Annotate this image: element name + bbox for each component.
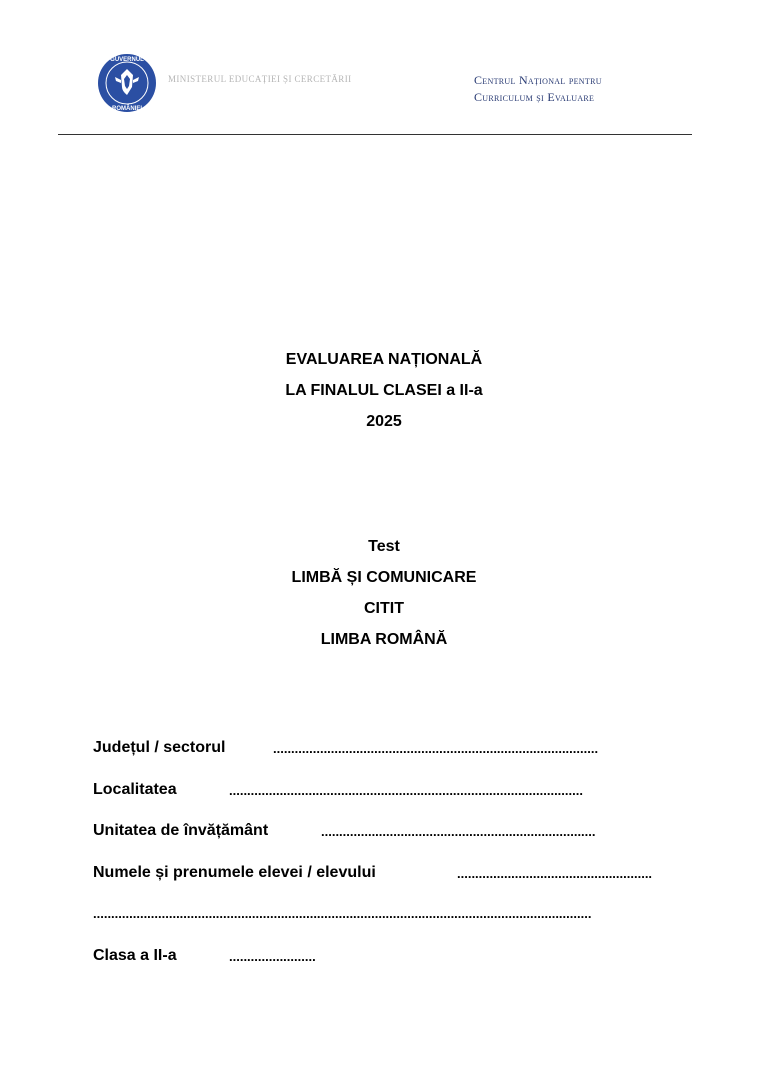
- center-name-line2: Curriculum și Evaluare: [474, 90, 595, 104]
- student-name-field[interactable]: ......................................................: [457, 866, 653, 881]
- locality-field[interactable]: ..................................................................................................: [229, 783, 583, 798]
- school-label: Unitatea de învățământ: [93, 822, 269, 839]
- exam-year: 2025: [366, 413, 402, 430]
- test-language: LIMBA ROMÂNĂ: [320, 631, 448, 648]
- class-field[interactable]: ........................: [229, 949, 316, 964]
- test-info: [0, 531, 768, 655]
- test-label: Test: [368, 538, 400, 555]
- center-name-line1: Centrul Național pentru: [474, 73, 602, 87]
- test-subject: LIMBĂ ȘI COMUNICARE: [291, 569, 477, 586]
- center-name: [474, 72, 664, 106]
- ministry-name: MINISTERUL EDUCAȚIEI ȘI CERCETĂRII: [168, 74, 352, 84]
- exam-title: [0, 344, 768, 437]
- student-name-label: Numele și prenumele elevei / elevului: [93, 864, 376, 881]
- exam-title-line2: LA FINALUL CLASEI a II-a: [285, 382, 483, 399]
- header-divider: [58, 134, 692, 135]
- county-field[interactable]: ..........................................................................................: [273, 741, 599, 756]
- class-label: Clasa a II-a: [93, 947, 177, 964]
- county-label: Județul / sectorul: [93, 739, 226, 756]
- school-field[interactable]: ............................................................................: [321, 824, 596, 839]
- exam-title-line1: EVALUAREA NAȚIONALĂ: [285, 351, 483, 368]
- svg-text:GUVERNUL: GUVERNUL: [110, 57, 144, 63]
- student-name-continuation-field[interactable]: ..........................................................................................................................................: [93, 906, 592, 921]
- locality-label: Localitatea: [93, 781, 177, 798]
- page-header: [0, 0, 768, 140]
- government-seal-icon: [97, 53, 157, 113]
- svg-text:ROMÂNIEI: ROMÂNIEI: [112, 106, 142, 112]
- test-component: CITIT: [364, 600, 404, 617]
